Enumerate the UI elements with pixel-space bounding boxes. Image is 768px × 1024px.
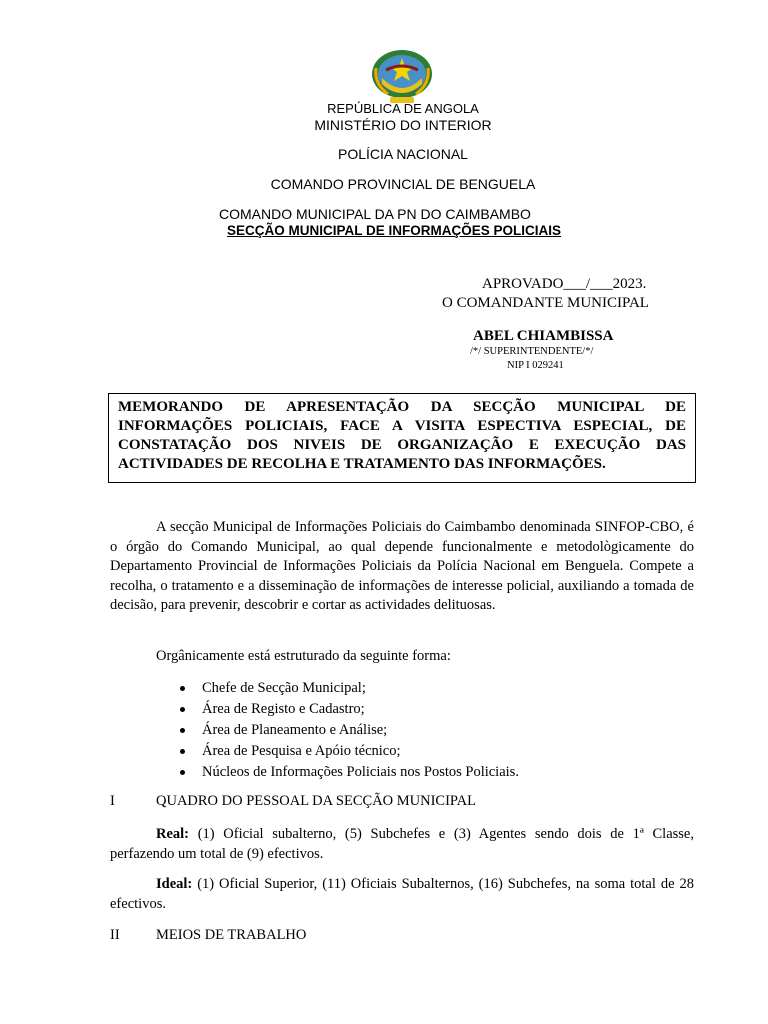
approval-line: APROVADO___/___2023. [482, 276, 647, 292]
structure-list [180, 678, 519, 783]
coat-of-arms-emblem [368, 48, 436, 106]
section-2-title: MEIOS DE TRABALHO [156, 927, 307, 943]
commander-rank: /*/ SUPERINTENDENTE/*/ [470, 346, 594, 357]
bullet-icon [180, 770, 185, 775]
ministry-heading: MINISTÉRIO DO INTERIOR [314, 117, 492, 133]
memo-title-line: MEMORANDO DE APRESENTAÇÃO DA SECÇÃO MUNICIPAL DE [118, 399, 686, 415]
list-item: Área de Registo e Cadastro; [180, 699, 519, 720]
intro-paragraph: A secção Municipal de Informações Policiais do Caimbambo denominada SINFOP-CBO, é o órgão do Comando Municipal, ao qual depende funcionalmente e metodològicamente do Departamento Provincial de Informações Policiais da Polícia Nacional em Benguela. Compete a recolha, o tratamento e a disseminação de informações de interesse policial, auxiliando a tomada de decisão, para prevenir, descobrir e cortar as actividades delituosas. [110, 519, 694, 614]
memo-title-line: INFORMAÇÕES POLICIAIS, FACE A VISITA ESPECTIVA ESPECIAL, DE [118, 418, 686, 434]
bullet-icon [180, 728, 185, 733]
bullet-icon [180, 749, 185, 754]
list-item: Núcleos de Informações Policiais nos Postos Policiais. [180, 762, 519, 783]
commander-name: ABEL CHIAMBISSA [473, 328, 614, 344]
list-item: Chefe de Secção Municipal; [180, 678, 519, 699]
memo-title-line: ACTIVIDADES DE RECOLHA E TRATAMENTO DAS INFORMAÇÕES. [118, 456, 606, 472]
section-1-title: QUADRO DO PESSOAL DA SECÇÃO MUNICIPAL [156, 793, 476, 809]
municipal-command-heading: COMANDO MUNICIPAL DA PN DO CAIMBAMBO [219, 206, 531, 222]
structure-intro: Orgânicamente está estruturado da seguinte forma: [156, 648, 451, 664]
bullet-icon [180, 686, 185, 691]
list-item: Área de Planeamento e Análise; [180, 720, 519, 741]
memo-title-line: CONSTATAÇÃO DOS NIVEIS DE ORGANIZAÇÃO E EXECUÇÃO DAS [118, 437, 686, 453]
memo-title-box [108, 393, 696, 483]
commander-title: O COMANDANTE MUNICIPAL [442, 295, 649, 311]
section-2-number: II [110, 927, 120, 943]
real-staff-paragraph: Real: (1) Oficial subalterno, (5) Subchefes e (3) Agentes sendo dois de 1ª Classe, perfazendo um total de (9) efectivos. [110, 826, 694, 862]
commander-nip: NIP I 029241 [507, 360, 564, 371]
bullet-icon [180, 707, 185, 712]
police-heading: POLÍCIA NACIONAL [338, 146, 468, 162]
section-1-number: I [110, 793, 115, 809]
list-item: Área de Pesquisa e Apóio técnico; [180, 741, 519, 762]
section-heading: SECÇÃO MUNICIPAL DE INFORMAÇÕES POLICIAIS [227, 223, 562, 238]
provincial-command-heading: COMANDO PROVINCIAL DE BENGUELA [270, 176, 536, 192]
ideal-staff-paragraph: Ideal: (1) Oficial Superior, (11) Oficiais Subalternos, (16) Subchefes, na soma total de 28 efectivos. [110, 876, 694, 912]
republic-heading: REPÚBLICA DE ANGOLA [327, 101, 479, 116]
